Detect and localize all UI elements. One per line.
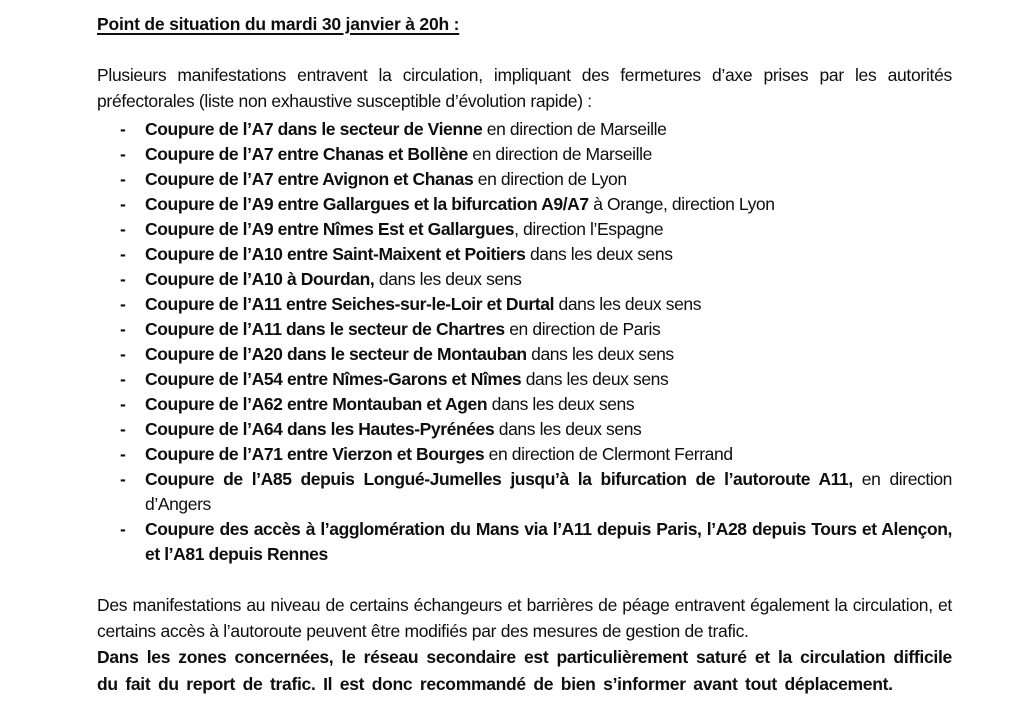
closure-route-bold: Coupure de l’A7 dans le secteur de Vienne <box>145 119 483 139</box>
closure-item <box>120 317 952 342</box>
closure-detail: dans les deux sens <box>521 369 669 389</box>
closure-route-bold: Coupure de l’A9 entre Nîmes Est et Gallargues <box>145 219 515 239</box>
intro-paragraph: Plusieurs manifestations entravent la circulation, impliquant des fermetures d’axe prises par les autorités préfectorales (liste non exhaustive susceptible d’évolution rapide) : <box>97 65 952 111</box>
closure-detail: en direction de Marseille <box>482 119 667 139</box>
closure-text <box>145 417 952 442</box>
dash-bullet: - <box>120 244 126 264</box>
closure-detail: en direction de Lyon <box>473 169 627 189</box>
closure-route-bold: Coupure de l’A11 dans le secteur de Chartres <box>145 319 505 339</box>
closure-route-bold: Coupure de l’A7 entre Chanas et Bollène <box>145 144 468 164</box>
closure-item <box>120 367 952 392</box>
closure-text <box>145 142 952 167</box>
closure-text <box>145 217 952 242</box>
closure-list <box>120 117 952 567</box>
closure-route-bold: Coupure de l’A7 entre Avignon et Chanas <box>145 169 474 189</box>
closure-route-bold: Coupure de l’A9 entre Gallargues et la bifurcation A9/A7 <box>145 194 589 214</box>
closure-detail: dans les deux sens <box>525 244 673 264</box>
closure-detail: , direction l’Espagne <box>514 219 664 239</box>
dash-bullet: - <box>120 119 126 139</box>
closure-route-bold: Coupure de l’A85 depuis Longué-Jumelles jusqu’à la bifurcation de l’autoroute A11, <box>145 469 853 489</box>
closure-route-bold: Coupure des accès à l’agglomération du Mans via l’A11 depuis Paris, l’A28 depuis Tours et Alençon, et l’A81 depuis Rennes <box>145 519 952 564</box>
closure-item <box>120 167 952 192</box>
dash-bullet: - <box>120 294 126 314</box>
closure-route-bold: Coupure de l’A64 dans les Hautes-Pyrénées <box>145 419 495 439</box>
closure-item <box>120 517 952 567</box>
closure-item <box>120 392 952 417</box>
closure-route-bold: Coupure de l’A10 à Dourdan, <box>145 269 375 289</box>
advisory-paragraph: Dans les zones concernées, le réseau secondaire est particulièrement saturé et la circulation difficile du fait du report de trafic. Il est donc recommandé de bien s’informer avant tout déplacement. <box>97 647 952 694</box>
dash-bullet: - <box>120 369 126 389</box>
dash-bullet: - <box>120 394 126 414</box>
dash-bullet: - <box>120 419 126 439</box>
dash-bullet: - <box>120 219 126 239</box>
closure-detail: dans les deux sens <box>494 419 642 439</box>
dash-bullet: - <box>120 344 126 364</box>
page-title: Point de situation du mardi 30 janvier à 20h : <box>97 14 460 34</box>
closure-route-bold: Coupure de l’A62 entre Montauban et Agen <box>145 394 488 414</box>
closure-route-bold: Coupure de l’A11 entre Seiches-sur-le-Loir et Durtal <box>145 294 555 314</box>
closure-text <box>145 342 952 367</box>
closure-item <box>120 242 952 267</box>
closure-detail: en direction de Clermont Ferrand <box>484 444 733 464</box>
closure-text <box>145 517 952 567</box>
closure-detail: en direction d’Angers <box>145 469 952 514</box>
dash-bullet: - <box>120 319 126 339</box>
closure-text <box>145 267 952 292</box>
closure-item <box>120 342 952 367</box>
closure-text <box>145 442 952 467</box>
dash-bullet: - <box>120 169 126 189</box>
dash-bullet: - <box>120 444 126 464</box>
dash-bullet: - <box>120 469 126 489</box>
closure-item <box>120 117 952 142</box>
closure-item <box>120 217 952 242</box>
closure-text <box>145 167 952 192</box>
closure-item <box>120 267 952 292</box>
closure-detail: à Orange, direction Lyon <box>588 194 775 214</box>
closure-text <box>145 192 952 217</box>
closure-text <box>145 367 952 392</box>
closure-detail: dans les deux sens <box>526 344 674 364</box>
closure-text <box>145 117 952 142</box>
closure-detail: dans les deux sens <box>554 294 702 314</box>
closure-text <box>145 467 952 517</box>
closure-route-bold: Coupure de l’A54 entre Nîmes-Garons et Nîmes <box>145 369 522 389</box>
closure-item <box>120 192 952 217</box>
closure-detail: dans les deux sens <box>487 394 635 414</box>
dash-bullet: - <box>120 144 126 164</box>
dash-bullet: - <box>120 519 126 539</box>
closure-text <box>145 242 952 267</box>
closure-item <box>120 292 952 317</box>
dash-bullet: - <box>120 194 126 214</box>
closure-item <box>120 417 952 442</box>
closure-route-bold: Coupure de l’A71 entre Vierzon et Bourges <box>145 444 485 464</box>
closure-route-bold: Coupure de l’A20 dans le secteur de Montauban <box>145 344 527 364</box>
closure-item <box>120 142 952 167</box>
closure-detail: dans les deux sens <box>374 269 522 289</box>
outro-paragraph: Des manifestations au niveau de certains échangeurs et barrières de péage entravent également la circulation, et certains accès à l’autoroute peuvent être modifiés par des mesures de gestion de trafic. <box>97 595 952 641</box>
closure-detail: en direction de Paris <box>504 319 661 339</box>
closure-route-bold: Coupure de l’A10 entre Saint-Maixent et Poitiers <box>145 244 526 264</box>
closure-text <box>145 317 952 342</box>
dash-bullet: - <box>120 269 126 289</box>
closure-text <box>145 392 952 417</box>
closure-detail: en direction de Marseille <box>467 144 652 164</box>
closure-item <box>120 467 952 517</box>
closure-text <box>145 292 952 317</box>
closure-item <box>120 442 952 467</box>
